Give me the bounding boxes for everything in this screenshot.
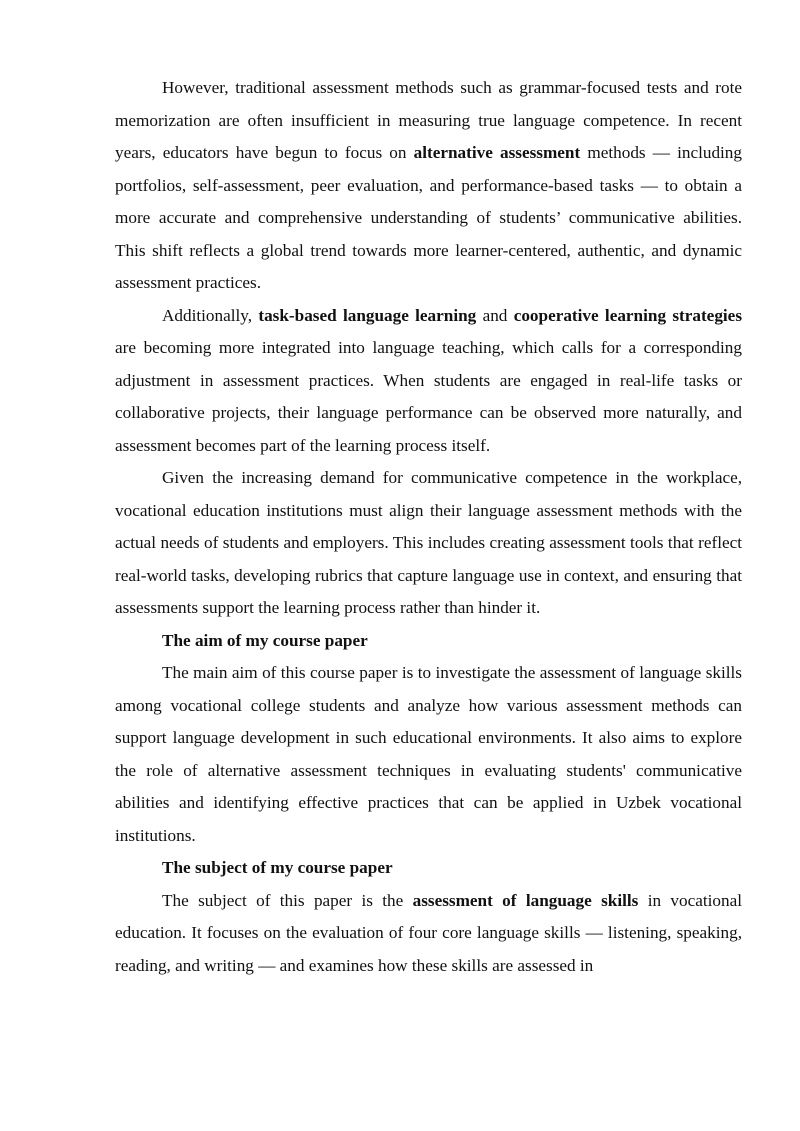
section-heading-aim: The aim of my course paper [162,630,368,650]
paragraph-text: Additionally, [162,305,259,325]
paragraph-communicative-demand [115,462,742,625]
bold-term-task-based-language-learning: task-based language learning [258,305,477,325]
paragraph-text: The subject of this paper is the [162,890,413,910]
bold-term-cooperative-learning-strategies: cooperative learning strategies [513,305,743,325]
section-heading-subject: The subject of my course paper [162,858,393,877]
paragraph-text: Given the increasing demand for communicative competence in the workplace, vocational education institutions must align their language assessment methods with the actual needs of students and employers. This includes creating assessment tools that reflect real-world tasks, developing rubrics that capture language use in context, and ensuring that assessments support the learning process rather than hinder it. [115,468,742,617]
paragraph-aim [115,657,742,852]
paragraph-text: However, traditional assessment methods such as grammar-focused tests and rote memorization are often insufficient in measuring true language competence. In recent years, educators have begun to focus on [115,78,742,162]
paragraph-traditional-assessment [115,72,742,300]
paragraph-text: methods — including portfolios, self-assessment, peer evaluation, and performance-based tasks — to obtain a more accurate and comprehensive understanding of students’ communicative abilities. This shift reflects a global trend towards more learner-centered, authentic, and dynamic assessment practices. [115,143,742,292]
bold-term-assessment-of-language-skills: assessment of language skills [412,890,639,910]
paragraph-text: in vocational education. It focuses on the evaluation of four core language skills — listening, speaking, reading, and writing — and examines how these skills are assessed in [115,890,743,975]
paragraph-text: are becoming more integrated into language teaching, which calls for a corresponding adjustment in assessment practices. When students are engaged in real-life tasks or collaborative projects, their language performance can be observed more naturally, and assessment becomes part of the learning process itself. [115,338,742,455]
bold-term-alternative-assessment: alternative assessment [413,143,581,162]
paragraph-text: The main aim of this course paper is to investigate the assessment of language skills among vocational college students and analyze how various assessment methods can support language development in such educational environments. It also aims to explore the role of alternative assessment techniques in evaluating students' communicative abilities and identifying effective practices that can be applied in Uzbek vocational institutions. [115,663,742,845]
paragraph-task-based-learning [115,300,742,463]
paragraph-text: and [476,305,514,325]
paragraph-subject [115,885,742,983]
